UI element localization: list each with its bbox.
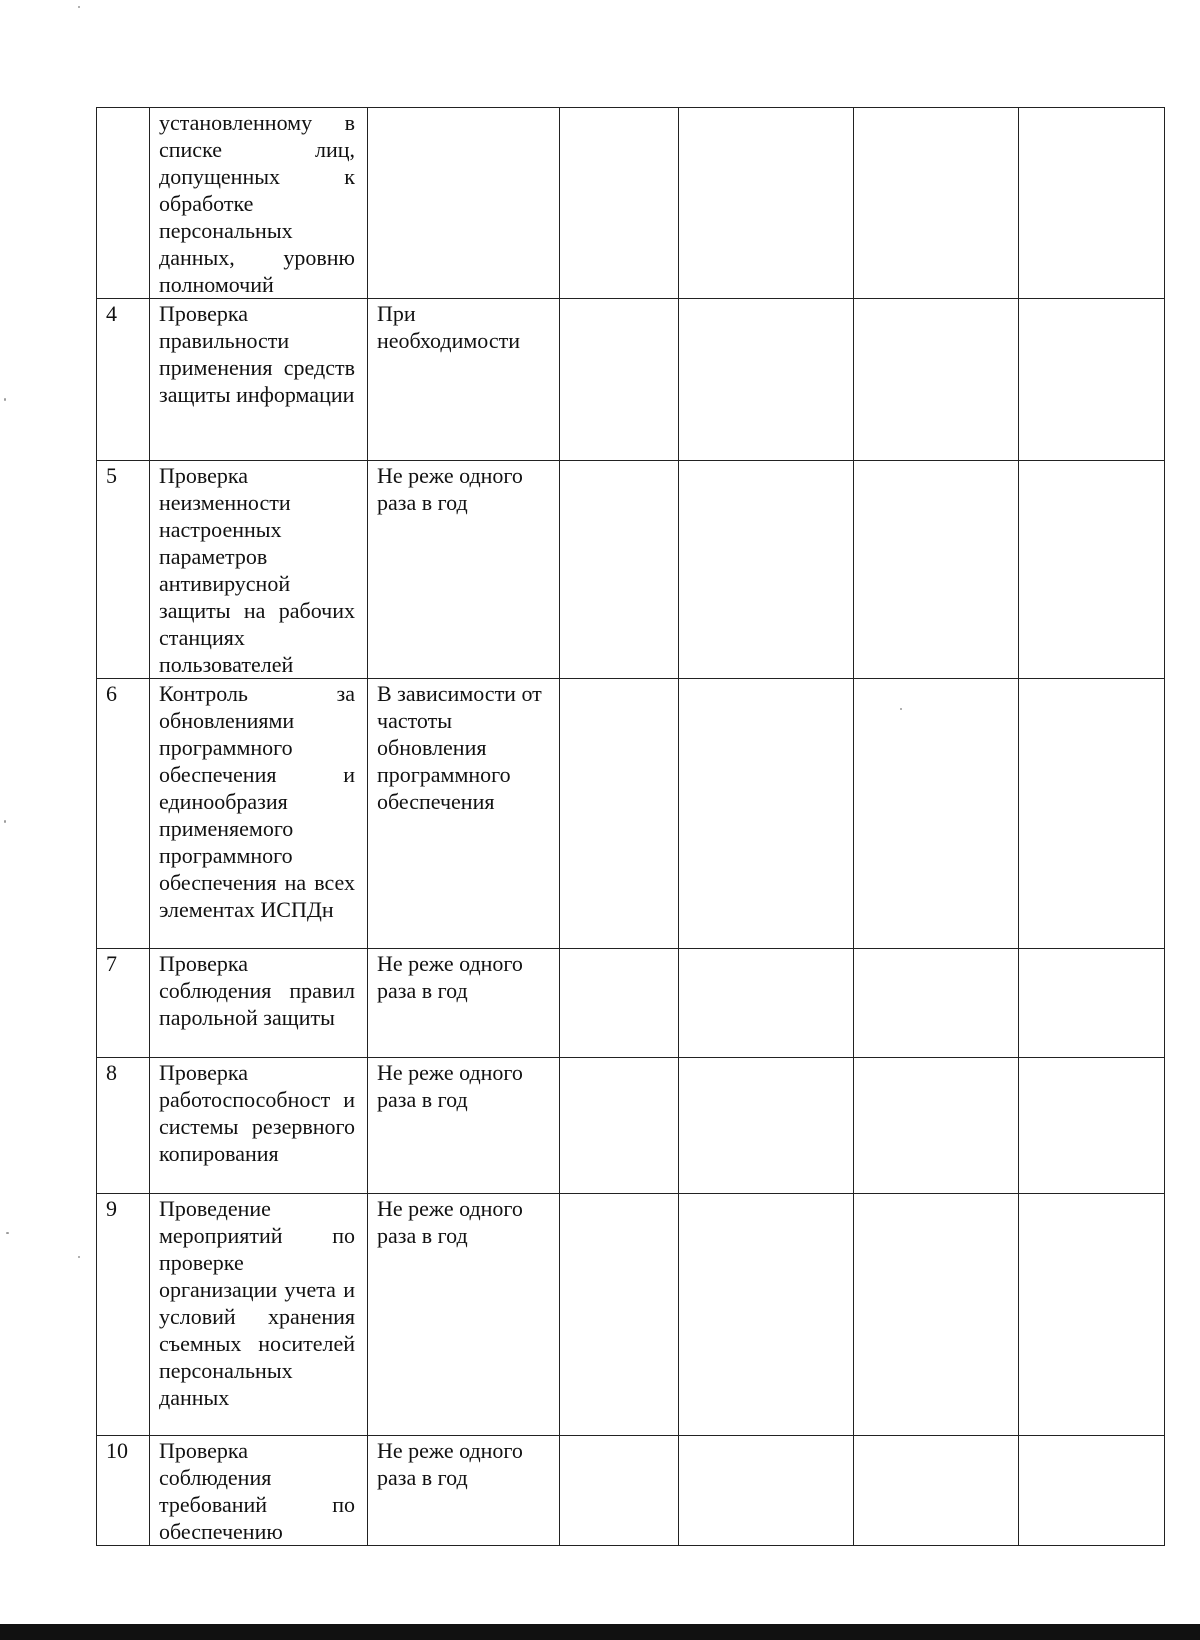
empty-cell [560, 679, 679, 949]
empty-cell [679, 1436, 854, 1546]
empty-cell [1019, 1058, 1165, 1194]
measure-periodicity: Не реже одного раза в год [368, 949, 560, 1058]
empty-cell [854, 679, 1019, 949]
empty-cell [1019, 299, 1165, 461]
empty-cell [560, 1194, 679, 1436]
table-row [97, 1194, 1165, 1436]
empty-cell [560, 461, 679, 679]
empty-cell [854, 1058, 1019, 1194]
empty-cell [679, 1194, 854, 1436]
empty-cell [854, 108, 1019, 299]
scan-speck [4, 398, 6, 401]
empty-cell [1019, 1194, 1165, 1436]
measure-description: Контроль за обновлениями программного обеспечения и единообразия применяемого программного обеспечения на всех элементах ИСПДн [150, 679, 368, 949]
measure-periodicity: В зависимости от частоты обновления программного обеспечения [368, 679, 560, 949]
measure-periodicity: Не реже одного раза в год [368, 1058, 560, 1194]
empty-cell [679, 299, 854, 461]
empty-cell [679, 679, 854, 949]
empty-cell [1019, 108, 1165, 299]
table-row [97, 1436, 1165, 1546]
table-row [97, 679, 1165, 949]
row-number: 6 [97, 679, 150, 949]
empty-cell [854, 299, 1019, 461]
empty-cell [854, 461, 1019, 679]
empty-cell [560, 949, 679, 1058]
empty-cell [1019, 461, 1165, 679]
empty-cell [560, 299, 679, 461]
measure-periodicity: Не реже одного раза в год [368, 1194, 560, 1436]
measure-description: Проведение мероприятий по проверке организации учета и условий хранения съемных носителей персональных данных [150, 1194, 368, 1436]
table-row [97, 1058, 1165, 1194]
empty-cell [1019, 949, 1165, 1058]
scan-speck [900, 708, 902, 710]
empty-cell [854, 1436, 1019, 1546]
table-body [97, 108, 1165, 1546]
row-number: 7 [97, 949, 150, 1058]
scan-bottom-edge [0, 1624, 1200, 1640]
empty-cell [560, 1058, 679, 1194]
measure-description: установленному в списке лиц, допущенных к обработке персональных данных, уровню полномочий [150, 108, 368, 299]
scan-speck [78, 6, 80, 8]
scan-speck [78, 1256, 80, 1258]
table-row [97, 461, 1165, 679]
control-measures-table [96, 107, 1165, 1546]
empty-cell [679, 949, 854, 1058]
empty-cell [854, 1194, 1019, 1436]
empty-cell [560, 108, 679, 299]
measure-periodicity [368, 108, 560, 299]
empty-cell [679, 461, 854, 679]
row-number: 8 [97, 1058, 150, 1194]
empty-cell [560, 1436, 679, 1546]
measure-description: Проверка соблюдения правил парольной защиты [150, 949, 368, 1058]
row-number: 5 [97, 461, 150, 679]
table-row [97, 299, 1165, 461]
measure-periodicity: Не реже одного раза в год [368, 1436, 560, 1546]
row-number: 10 [97, 1436, 150, 1546]
scan-speck [4, 820, 6, 823]
row-number: 4 [97, 299, 150, 461]
empty-cell [854, 949, 1019, 1058]
empty-cell [1019, 1436, 1165, 1546]
measure-description: Проверка неизменности настроенных параметров антивирусной защиты на рабочих станциях пользователей [150, 461, 368, 679]
table-row [97, 949, 1165, 1058]
row-number [97, 108, 150, 299]
empty-cell [679, 108, 854, 299]
empty-cell [1019, 679, 1165, 949]
table-row [97, 108, 1165, 299]
measure-description: Проверка соблюдения требований по обеспечению [150, 1436, 368, 1546]
scan-speck [6, 1232, 9, 1234]
measure-description: Проверка правильности применения средств защиты информации [150, 299, 368, 461]
measure-periodicity: Не реже одного раза в год [368, 461, 560, 679]
measure-periodicity: При необходимости [368, 299, 560, 461]
measure-description: Проверка работоспособност и системы резервного копирования [150, 1058, 368, 1194]
empty-cell [679, 1058, 854, 1194]
row-number: 9 [97, 1194, 150, 1436]
